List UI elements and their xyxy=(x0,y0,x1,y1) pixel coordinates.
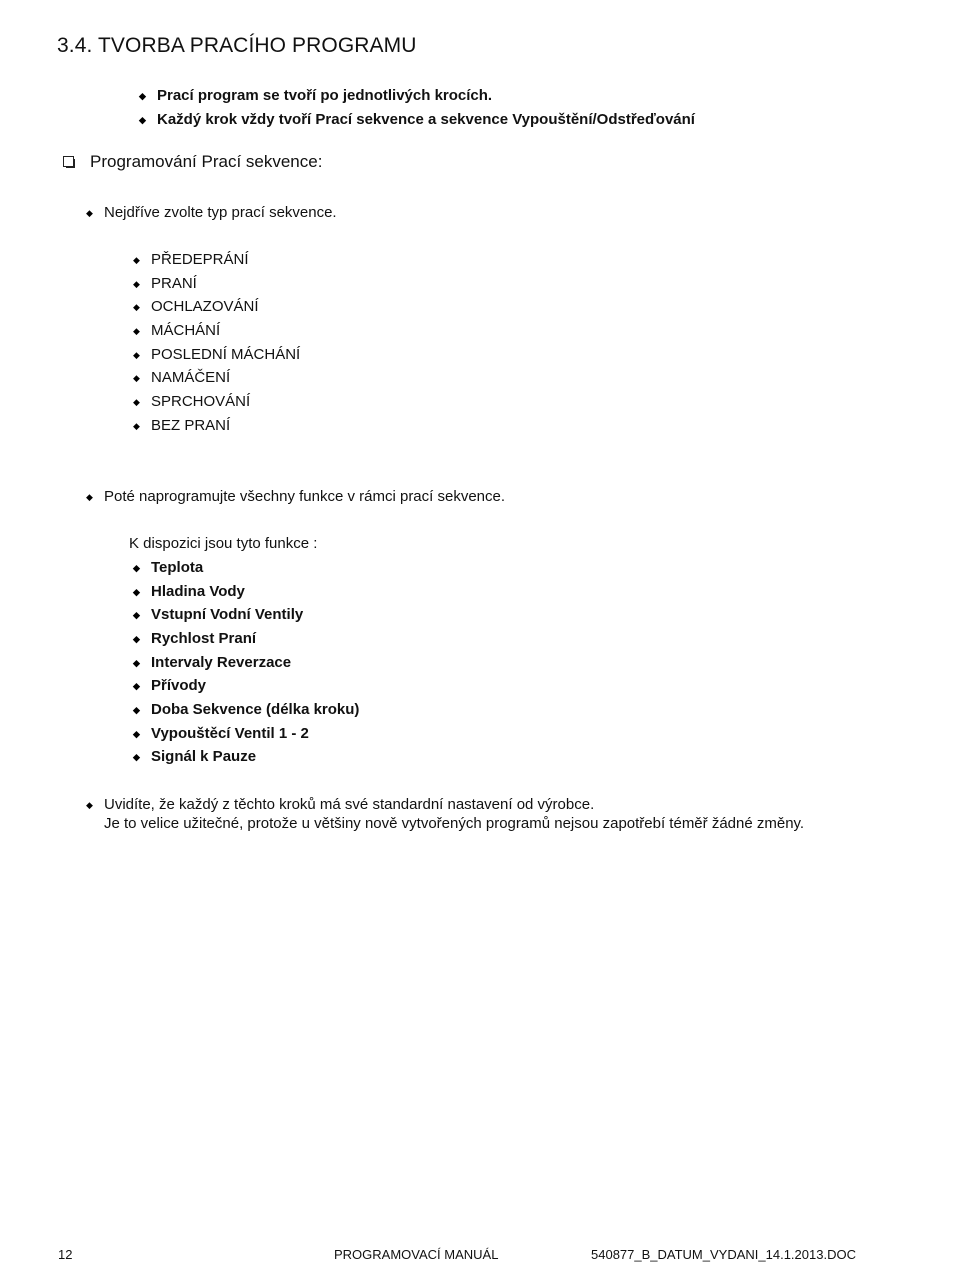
function-item xyxy=(133,677,207,695)
diamond-bullet-icon: ◆ xyxy=(86,492,93,502)
function-label: Vstupní Vodní Ventily xyxy=(151,606,304,623)
function-label: Intervaly Reverzace xyxy=(151,654,292,671)
step-1 xyxy=(86,204,337,222)
wash-type-label: SPRCHOVÁNÍ xyxy=(151,393,251,410)
diamond-bullet-icon: ◆ xyxy=(86,800,93,810)
wash-type-item xyxy=(133,369,231,387)
wash-type-label: PRANÍ xyxy=(151,275,197,292)
wash-type-label: PŘEDEPRÁNÍ xyxy=(151,251,249,268)
function-item xyxy=(133,725,309,743)
wash-type-label: MÁCHÁNÍ xyxy=(151,322,221,339)
page-number: 12 xyxy=(58,1247,73,1262)
function-item xyxy=(133,559,204,577)
wash-type-item xyxy=(133,298,259,316)
note xyxy=(86,796,595,814)
diamond-bullet-icon: ◆ xyxy=(133,563,140,573)
diamond-bullet-icon: ◆ xyxy=(133,326,140,336)
diamond-bullet-icon: ◆ xyxy=(133,752,140,762)
diamond-bullet-icon: ◆ xyxy=(133,350,140,360)
function-item xyxy=(133,654,292,672)
function-item xyxy=(133,606,304,624)
wash-type-item xyxy=(133,346,301,364)
diamond-bullet-icon: ◆ xyxy=(86,208,93,218)
diamond-bullet-icon: ◆ xyxy=(133,729,140,739)
diamond-bullet-icon: ◆ xyxy=(133,634,140,644)
wash-type-label: NAMÁČENÍ xyxy=(151,369,231,386)
function-item xyxy=(133,701,360,719)
function-label: Doba Sekvence (délka kroku) xyxy=(151,701,360,718)
wash-type-label: OCHLAZOVÁNÍ xyxy=(151,298,259,315)
intro-bullet-1 xyxy=(139,87,493,105)
intro-bullet-text: Každý krok vždy tvoří Prací sekvence a sekvence Vypouštění/Odstřeďování xyxy=(157,111,695,128)
function-label: Hladina Vody xyxy=(151,583,245,600)
page-title: 3.4. TVORBA PRACÍHO PROGRAMU xyxy=(57,34,417,57)
functions-intro: K dispozici jsou tyto funkce : xyxy=(129,535,318,552)
diamond-bullet-icon: ◆ xyxy=(133,681,140,691)
wash-type-item xyxy=(133,393,251,411)
diamond-bullet-icon: ◆ xyxy=(133,421,140,431)
checkbox-icon xyxy=(63,156,74,167)
note-line-2: Je to velice užitečné, protože u většiny nově vytvořených programů nejsou zapotřebí téměř žádné změny. xyxy=(104,815,805,832)
function-item xyxy=(133,630,257,648)
section-title: Programování Prací sekvence: xyxy=(90,152,323,171)
diamond-bullet-icon: ◆ xyxy=(133,397,140,407)
step-2 xyxy=(86,488,506,506)
function-label: Přívody xyxy=(151,677,207,694)
diamond-bullet-icon: ◆ xyxy=(133,587,140,597)
wash-type-item xyxy=(133,322,221,340)
diamond-bullet-icon: ◆ xyxy=(133,279,140,289)
function-label: Vypouštěcí Ventil 1 - 2 xyxy=(151,725,309,742)
wash-type-item xyxy=(133,251,249,269)
note-line-1: Uvidíte, že každý z těchto kroků má své standardní nastavení od výrobce. xyxy=(104,796,595,813)
function-item xyxy=(133,583,245,601)
wash-type-item xyxy=(133,417,231,435)
wash-type-label: POSLEDNÍ MÁCHÁNÍ xyxy=(151,346,301,363)
diamond-bullet-icon: ◆ xyxy=(133,373,140,383)
manual-name: PROGRAMOVACÍ MANUÁL xyxy=(334,1247,499,1262)
diamond-bullet-icon: ◆ xyxy=(139,91,146,101)
diamond-bullet-icon: ◆ xyxy=(133,658,140,668)
function-label: Rychlost Praní xyxy=(151,630,257,647)
document-id: 540877_B_DATUM_VYDANI_14.1.2013.DOC xyxy=(591,1247,856,1262)
step-1-text: Nejdříve zvolte typ prací sekvence. xyxy=(104,204,337,221)
diamond-bullet-icon: ◆ xyxy=(133,255,140,265)
diamond-bullet-icon: ◆ xyxy=(133,302,140,312)
function-label: Signál k Pauze xyxy=(151,748,257,765)
function-item xyxy=(133,748,257,766)
function-label: Teplota xyxy=(151,559,204,576)
diamond-bullet-icon: ◆ xyxy=(133,610,140,620)
diamond-bullet-icon: ◆ xyxy=(133,705,140,715)
intro-bullet-2 xyxy=(139,111,695,129)
wash-type-label: BEZ PRANÍ xyxy=(151,417,231,434)
wash-type-item xyxy=(133,275,197,293)
step-2-text: Poté naprogramujte všechny funkce v rámci prací sekvence. xyxy=(104,488,506,505)
diamond-bullet-icon: ◆ xyxy=(139,115,146,125)
intro-bullet-text: Prací program se tvoří po jednotlivých krocích. xyxy=(157,87,493,104)
